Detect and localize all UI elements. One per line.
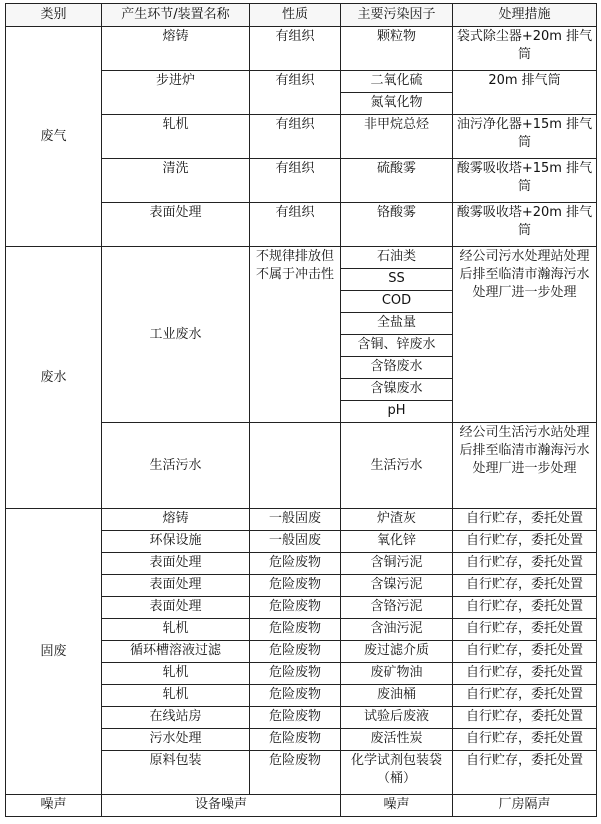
- source-cell: 设备噪声: [102, 795, 341, 817]
- source-cell: 污水处理: [102, 729, 250, 751]
- pollution-table: [5, 3, 597, 817]
- category-exhaust: 废气: [6, 27, 102, 247]
- source-cell: 表面处理: [102, 203, 250, 247]
- pollutant-cell: 废矿物油: [341, 663, 453, 685]
- measure-cell: 酸雾吸收塔+15m 排气筒: [453, 159, 597, 203]
- source-cell: 清洗: [102, 159, 250, 203]
- measure-cell: 自行贮存，委托处置: [453, 729, 597, 751]
- pollutant-cell: 全盐量: [341, 313, 453, 335]
- pollutant-cell: 含铜、锌废水: [341, 335, 453, 357]
- pollutant-cell: 炉渣灰: [341, 509, 453, 531]
- nature-cell: 有组织: [250, 71, 341, 115]
- measure-cell: 自行贮存，委托处置: [453, 553, 597, 575]
- pollutant-cell: 化学试剂包装袋（桶）: [341, 751, 453, 795]
- pollutant-cell: 含油污泥: [341, 619, 453, 641]
- nature-cell: 有组织: [250, 27, 341, 71]
- nature-cell: 有组织: [250, 115, 341, 159]
- nature-cell: 危险废物: [250, 619, 341, 641]
- pollutant-cell: 生活污水: [341, 423, 453, 509]
- measure-cell: 自行贮存，委托处置: [453, 641, 597, 663]
- table-row: [6, 247, 597, 269]
- nature-cell: 一般固废: [250, 509, 341, 531]
- measure-cell: 经公司污水处理站处理后排至临清市瀚海污水处理厂进一步处理: [453, 247, 597, 423]
- category-noise: 噪声: [6, 795, 102, 817]
- measure-cell: 20m 排气筒: [453, 71, 597, 115]
- measure-cell: 厂房隔声: [453, 795, 597, 817]
- source-cell: 生活污水: [102, 423, 250, 509]
- nature-cell: 一般固废: [250, 531, 341, 553]
- source-cell: 轧机: [102, 115, 250, 159]
- pollutant-cell: 氧化锌: [341, 531, 453, 553]
- pollutant-cell: 试验后废液: [341, 707, 453, 729]
- nature-cell: 有组织: [250, 203, 341, 247]
- pollutant-cell: 含镍污泥: [341, 575, 453, 597]
- source-cell: 轧机: [102, 663, 250, 685]
- pollutant-cell: 含铬污泥: [341, 597, 453, 619]
- source-cell: 熔铸: [102, 509, 250, 531]
- pollutant-cell: COD: [341, 291, 453, 313]
- table-row: [6, 27, 597, 71]
- header-row: [6, 4, 597, 27]
- nature-cell: 危险废物: [250, 663, 341, 685]
- source-cell: 表面处理: [102, 553, 250, 575]
- source-cell: 环保设施: [102, 531, 250, 553]
- pollutant-cell: 废油桶: [341, 685, 453, 707]
- source-cell: 轧机: [102, 619, 250, 641]
- nature-cell: 危险废物: [250, 685, 341, 707]
- table-row: [6, 795, 597, 817]
- nature-cell: 危险废物: [250, 597, 341, 619]
- pollutant-cell: SS: [341, 269, 453, 291]
- source-cell: 表面处理: [102, 597, 250, 619]
- measure-cell: 自行贮存，委托处置: [453, 685, 597, 707]
- pollutant-cell: 石油类: [341, 247, 453, 269]
- pollutant-cell: 噪声: [341, 795, 453, 817]
- pollutant-cell: 含铬废水: [341, 357, 453, 379]
- pollutant-cell: 废过滤介质: [341, 641, 453, 663]
- header-category: 类别: [6, 4, 102, 27]
- header-nature: 性质: [250, 4, 341, 27]
- category-solid: 固废: [6, 509, 102, 795]
- table-row: [6, 509, 597, 531]
- source-cell: 熔铸: [102, 27, 250, 71]
- header-measure: 处理措施: [453, 4, 597, 27]
- pollutant-cell: 颗粒物: [341, 27, 453, 71]
- measure-cell: 自行贮存，委托处置: [453, 707, 597, 729]
- nature-cell: 危险废物: [250, 553, 341, 575]
- source-cell: 在线站房: [102, 707, 250, 729]
- nature-cell: 危险废物: [250, 751, 341, 795]
- pollutant-cell: 含铜污泥: [341, 553, 453, 575]
- nature-cell: 危险废物: [250, 707, 341, 729]
- measure-cell: 自行贮存，委托处置: [453, 619, 597, 641]
- pollutant-cell: 非甲烷总烃: [341, 115, 453, 159]
- nature-cell: 危险废物: [250, 575, 341, 597]
- header-pollutant: 主要污染因子: [341, 4, 453, 27]
- pollutant-cell: pH: [341, 401, 453, 423]
- measure-cell: 自行贮存，委托处置: [453, 575, 597, 597]
- measure-cell: 自行贮存，委托处置: [453, 597, 597, 619]
- header-source: 产生环节/装置名称: [102, 4, 250, 27]
- nature-cell: 有组织: [250, 159, 341, 203]
- measure-cell: 自行贮存，委托处置: [453, 663, 597, 685]
- category-wastewater: 废水: [6, 247, 102, 509]
- measure-cell: 油污净化器+15m 排气筒: [453, 115, 597, 159]
- measure-cell: 酸雾吸收塔+20m 排气筒: [453, 203, 597, 247]
- source-cell: 工业废水: [102, 247, 250, 423]
- measure-cell: 经公司生活污水站处理后排至临清市瀚海污水处理厂进一步处理: [453, 423, 597, 509]
- source-cell: 轧机: [102, 685, 250, 707]
- pollutant-cell: 铬酸雾: [341, 203, 453, 247]
- pollutant-cell: 硫酸雾: [341, 159, 453, 203]
- source-cell: 循环槽溶液过滤: [102, 641, 250, 663]
- pollutant-cell: 氮氧化物: [341, 93, 453, 115]
- measure-cell: 自行贮存，委托处置: [453, 751, 597, 795]
- nature-cell: [250, 423, 341, 509]
- pollutant-cell: 废活性炭: [341, 729, 453, 751]
- nature-cell: 危险废物: [250, 641, 341, 663]
- source-cell: 原料包装: [102, 751, 250, 795]
- nature-cell: 危险废物: [250, 729, 341, 751]
- pollutant-cell: 含镍废水: [341, 379, 453, 401]
- source-cell: 表面处理: [102, 575, 250, 597]
- measure-cell: 袋式除尘器+20m 排气筒: [453, 27, 597, 71]
- measure-cell: 自行贮存，委托处置: [453, 509, 597, 531]
- measure-cell: 自行贮存，委托处置: [453, 531, 597, 553]
- pollutant-cell: 二氧化硫: [341, 71, 453, 93]
- source-cell: 步进炉: [102, 71, 250, 115]
- nature-cell: 不规律排放但不属于冲击性: [250, 247, 341, 423]
